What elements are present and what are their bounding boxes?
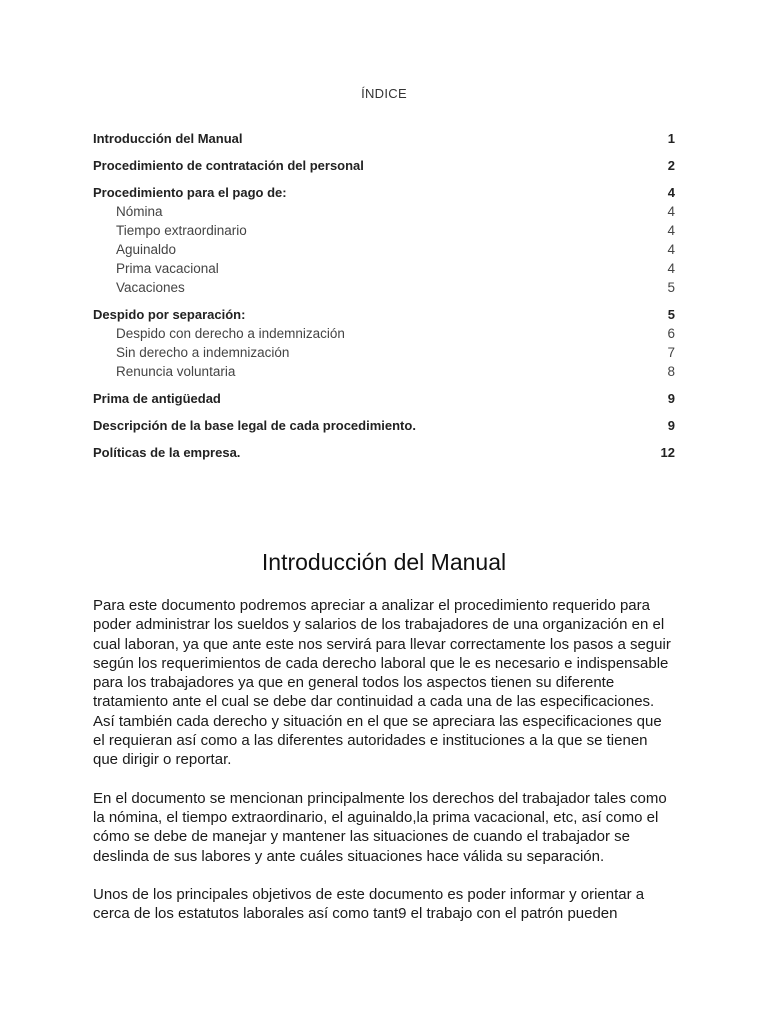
toc-subentry[interactable] — [93, 202, 675, 221]
toc-entry[interactable] — [93, 416, 675, 435]
toc-subentry[interactable] — [93, 278, 675, 297]
toc-entry[interactable] — [93, 156, 675, 175]
toc-subentry[interactable] — [93, 362, 675, 381]
toc-entry-page: 2 — [667, 158, 675, 173]
toc-entry-page: 4 — [667, 185, 675, 200]
toc-entry-page: 9 — [667, 391, 675, 406]
toc-subentry-page: 6 — [667, 326, 675, 341]
toc-entry-label: Introducción del Manual — [93, 131, 243, 146]
toc-entry[interactable] — [93, 305, 675, 324]
toc-entry-label: Políticas de la empresa. — [93, 445, 241, 460]
toc-entry-page: 1 — [667, 131, 675, 146]
toc-subentry-page: 8 — [667, 364, 675, 379]
paragraph: Unos de los principales objetivos de este documento es poder informar y orientar a cerca de los estatutos laborales así como tant9 el trabajo con el patrón pueden — [93, 885, 645, 923]
toc-entry-page: 12 — [660, 445, 675, 460]
section-heading: Introducción del Manual — [261, 549, 507, 575]
paragraph: Para este documento podremos apreciar a analizar el procedimiento requerido para poder administrar los sueldos y salarios de los trabajadores de una organización en el cual laboran, ya que ante este nos servirá para llevar correctamente los pasos a seguir según los requerimientos de cada derecho laboral que le es necesario e indispensable para los trabajadores ya que en general todos los aspectos tienen su diferente tratamiento ante el cual se debe dar continuidad a cada una de las especificaciones. Así también cada derecho y situación en el que se apreciara las especificaciones que el requieran así como a las diferentes autoridades e instituciones a la que se tienen que dirigir o reportar. — [93, 597, 671, 769]
toc-entry[interactable] — [93, 183, 675, 202]
table-of-contents — [93, 129, 675, 462]
toc-subentry-page: 4 — [667, 242, 675, 257]
toc-subentry-label: Prima vacacional — [116, 261, 219, 276]
toc-subentry-label: Despido con derecho a indemnización — [116, 326, 345, 341]
toc-subentry-label: Nómina — [116, 204, 163, 219]
toc-subentry-label: Tiempo extraordinario — [116, 223, 247, 238]
toc-entry-label: Prima de antigüedad — [93, 391, 221, 406]
toc-subentry[interactable] — [93, 221, 675, 240]
toc-subentry-label: Renuncia voluntaria — [116, 364, 236, 379]
toc-subentry-page: 4 — [667, 204, 675, 219]
toc-entry-label: Procedimiento para el pago de: — [93, 185, 287, 200]
toc-subentry[interactable] — [93, 324, 675, 343]
toc-subentry-label: Aguinaldo — [116, 242, 177, 257]
toc-entry[interactable] — [93, 389, 675, 408]
toc-entry-label: Descripción de la base legal de cada procedimiento. — [93, 418, 416, 433]
toc-title: ÍNDICE — [361, 86, 407, 101]
toc-subentry[interactable] — [93, 343, 675, 362]
toc-subentry-label: Vacaciones — [116, 280, 185, 295]
toc-entry[interactable] — [93, 443, 675, 462]
toc-subentry-page: 4 — [667, 261, 675, 276]
toc-subentry-label: Sin derecho a indemnización — [116, 345, 290, 360]
toc-subentry[interactable] — [93, 240, 675, 259]
toc-subentry[interactable] — [93, 259, 675, 278]
toc-entry-page: 9 — [667, 418, 675, 433]
toc-entry[interactable] — [93, 129, 675, 148]
toc-subentry-page: 4 — [667, 223, 675, 238]
toc-subentry-page: 5 — [667, 280, 675, 295]
toc-entry-label: Despido por separación: — [93, 307, 246, 322]
toc-subentry-page: 7 — [667, 345, 675, 360]
paragraph: En el documento se mencionan principalmente los derechos del trabajador tales como la nómina, el tiempo extraordinario, el aguinaldo,la prima vacacional, etc, así como el cómo se debe de manejar y mantener las situaciones de cuando el trabajador se deslinda de sus labores y ante cuáles situaciones hace válida su separación. — [93, 789, 667, 865]
toc-entry-page: 5 — [667, 307, 675, 322]
toc-entry-label: Procedimiento de contratación del personal — [93, 158, 364, 173]
